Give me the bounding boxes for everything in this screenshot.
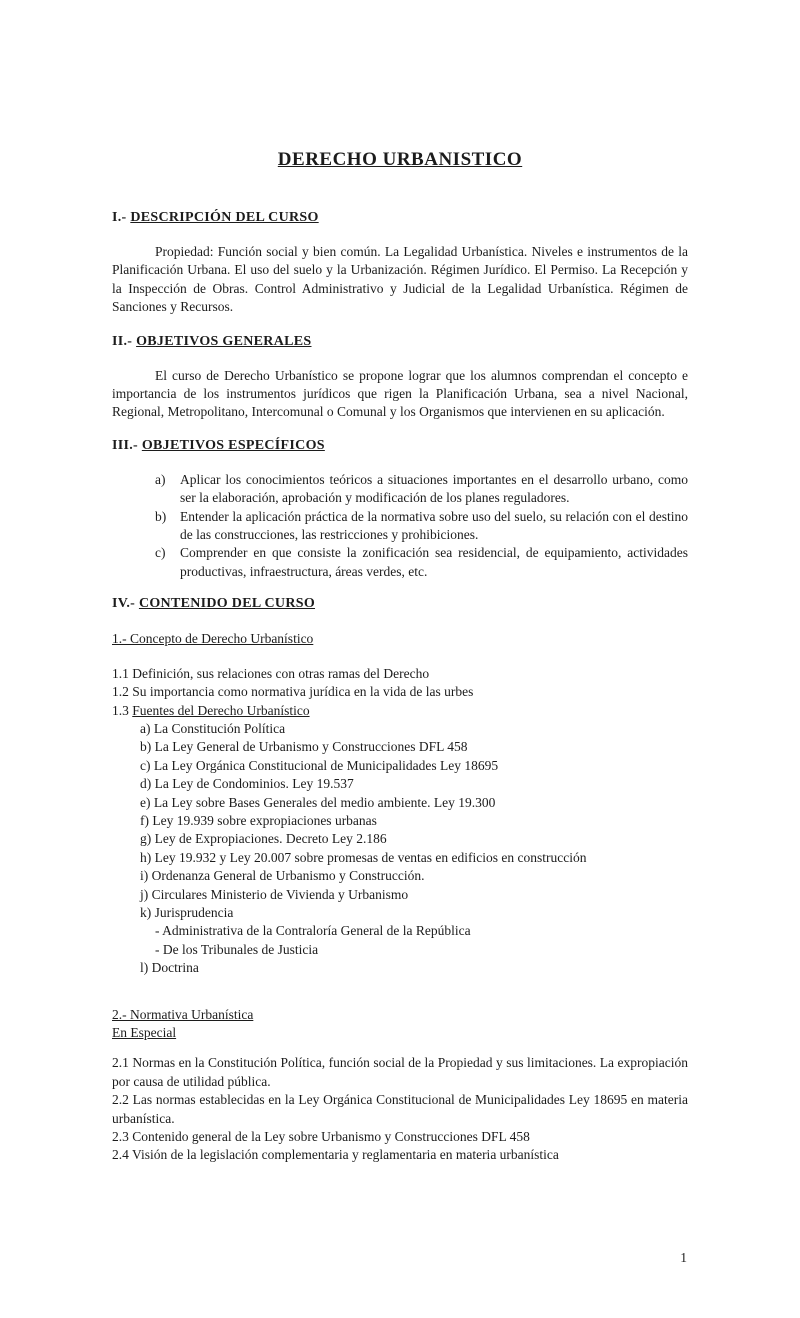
section-heading-objetivos-generales bbox=[112, 332, 688, 351]
unit1-item-1-1 bbox=[112, 665, 688, 683]
unit2-item-2-2 bbox=[112, 1091, 688, 1128]
item-number: 2.2 bbox=[112, 1092, 129, 1108]
unit2-item-2-1 bbox=[112, 1054, 688, 1091]
list-marker: c) bbox=[155, 545, 166, 561]
jurisprudencia-sub-item: - Administrativa de la Contraloría General de la República bbox=[155, 923, 471, 939]
section-number: IV.- bbox=[112, 596, 136, 612]
paragraph-descripcion: Propiedad: Función social y bien común. La Legalidad Urbanística. Niveles e instrumentos de la Planificación Urbana. El uso del suelo y la Urbanización. Régimen Jurídico. El Permiso. La Recepción y la Inspección de Obras. Control Administrativo y Judicial de la Legalidad Urbanística. Régimen de Sanciones y Recursos. bbox=[112, 244, 688, 315]
item-number: 2.1 bbox=[112, 1055, 129, 1071]
unit1-items bbox=[112, 665, 688, 720]
list-item-text: Aplicar los conocimientos teóricos a situaciones importantes en el desarrollo urbano, como ser la elaboración, aprobación y modificación de los planes reguladores. bbox=[180, 471, 688, 506]
jurisprudencia-sub-item: - De los Tribunales de Justicia bbox=[155, 941, 319, 957]
paragraph-objetivos-generales: El curso de Derecho Urbanístico se propone lograr que los alumnos comprendan el concepto e importancia de los instrumentos jurídicos que rigen la Planificación Urbana, sea a nivel Nacional, Regional, Metropolitano, Intercomunal o Comunal y los Organismos que intervienen en su aplicación. bbox=[112, 367, 688, 420]
document-title bbox=[112, 148, 688, 172]
section-title: OBJETIVOS ESPECÍFICOS bbox=[141, 437, 325, 453]
item-number: 1.3 bbox=[112, 702, 129, 718]
section-descripcion bbox=[112, 208, 688, 317]
unit2-subheading-text: En Especial bbox=[112, 1025, 177, 1040]
item-text: Contenido general de la Ley sobre Urbanismo y Construcciones DFL 458 bbox=[132, 1129, 530, 1145]
list-item-text: Comprender en que consiste la zonificación sea residencial, de equipamiento, actividades productivas, infraestructura, áreas verdes, etc. bbox=[180, 545, 688, 579]
unit2-heading-line2 bbox=[112, 1024, 688, 1042]
unit1-heading bbox=[112, 630, 688, 648]
item-text: Su importancia como normativa jurídica en la vida de las urbes bbox=[132, 684, 474, 700]
section-number: I.- bbox=[112, 210, 127, 225]
fuente-item-a: a) La Constitución Política bbox=[140, 720, 286, 736]
section-objetivos-generales bbox=[112, 332, 688, 422]
unit1-heading-text: 1.- Concepto de Derecho Urbanístico bbox=[112, 631, 314, 647]
section-number: II.- bbox=[112, 333, 133, 349]
fuente-item-l: l) Doctrina bbox=[140, 960, 199, 976]
section-heading-descripcion bbox=[112, 208, 688, 227]
section-title: OBJETIVOS GENERALES bbox=[136, 333, 312, 349]
unit2-item-2-4 bbox=[112, 1146, 688, 1164]
fuente-item-d: d) La Ley de Condominios. Ley 19.537 bbox=[140, 776, 354, 792]
fuente-item-j: j) Circulares Ministerio de Vivienda y Urbanismo bbox=[140, 886, 409, 902]
list-marker: b) bbox=[155, 508, 167, 524]
section-title: CONTENIDO DEL CURSO bbox=[138, 596, 316, 612]
unit1-item-1-3 bbox=[112, 702, 688, 720]
section-heading-objetivos-especificos bbox=[112, 436, 688, 455]
section-number: III.- bbox=[112, 437, 139, 453]
unit2-heading-text: 2.- Normativa Urbanística bbox=[112, 1006, 254, 1022]
fuentes-list bbox=[112, 720, 688, 978]
item-text: Definición, sus relaciones con otras ramas del Derecho bbox=[132, 665, 430, 681]
unit1-item-1-2 bbox=[112, 683, 688, 701]
unit2-heading bbox=[112, 1006, 688, 1043]
item-text: Normas en la Constitución Política, función social de la Propiedad y sus limitaciones. La expropiación por causa de utilidad pública. bbox=[112, 1055, 688, 1089]
objetivo-item-b bbox=[112, 508, 688, 545]
list-item-text: Entender la aplicación práctica de la normativa sobre uso del suelo, su relación con el destino de las construcciones, las restricciones y prohibiciones. bbox=[180, 508, 688, 543]
section-objetivos-especificos bbox=[112, 436, 688, 581]
fuente-item-e: e) La Ley sobre Bases Generales del medio ambiente. Ley 19.300 bbox=[140, 794, 496, 810]
page-number: 1 bbox=[680, 1250, 687, 1265]
section-heading-contenido bbox=[112, 594, 688, 613]
fuente-item-c: c) La Ley Orgánica Constitucional de Municipalidades Ley 18695 bbox=[140, 757, 499, 773]
unit2-item-2-3 bbox=[112, 1128, 688, 1146]
fuente-item-g: g) Ley de Expropiaciones. Decreto Ley 2.186 bbox=[140, 831, 387, 847]
objetivos-list bbox=[112, 471, 688, 581]
list-marker: a) bbox=[155, 471, 166, 487]
fuente-item-f: f) Ley 19.939 sobre expropiaciones urbanas bbox=[140, 812, 377, 828]
item-number: 2.4 bbox=[112, 1147, 129, 1163]
unit2-items bbox=[112, 1054, 688, 1164]
fuente-item-b: b) La Ley General de Urbanismo y Construcciones DFL 458 bbox=[140, 739, 468, 755]
unit2-heading-line1 bbox=[112, 1006, 688, 1024]
item-text: Visión de la legislación complementaria y reglamentaria en materia urbanística bbox=[132, 1147, 559, 1163]
section-contenido bbox=[112, 594, 688, 1165]
objetivo-item-a bbox=[112, 471, 688, 508]
fuente-item-k: k) Jurisprudencia bbox=[140, 904, 234, 920]
item-text: Las normas establecidas en la Ley Orgánica Constitucional de Municipalidades Ley 18695 en materia urbanística. bbox=[112, 1092, 689, 1126]
objetivo-item-c bbox=[112, 544, 688, 581]
item-number: 1.2 bbox=[112, 684, 129, 700]
item-text: Fuentes del Derecho Urbanístico bbox=[132, 702, 310, 718]
fuente-item-i: i) Ordenanza General de Urbanismo y Construcción. bbox=[140, 868, 425, 884]
item-number: 2.3 bbox=[112, 1129, 129, 1145]
document-title-text: DERECHO URBANISTICO bbox=[277, 149, 523, 170]
item-number: 1.1 bbox=[112, 665, 129, 681]
fuente-item-h: h) Ley 19.932 y Ley 20.007 sobre promesas de ventas en edificios en construcción bbox=[140, 849, 587, 865]
section-title: DESCRIPCIÓN DEL CURSO bbox=[130, 210, 319, 225]
